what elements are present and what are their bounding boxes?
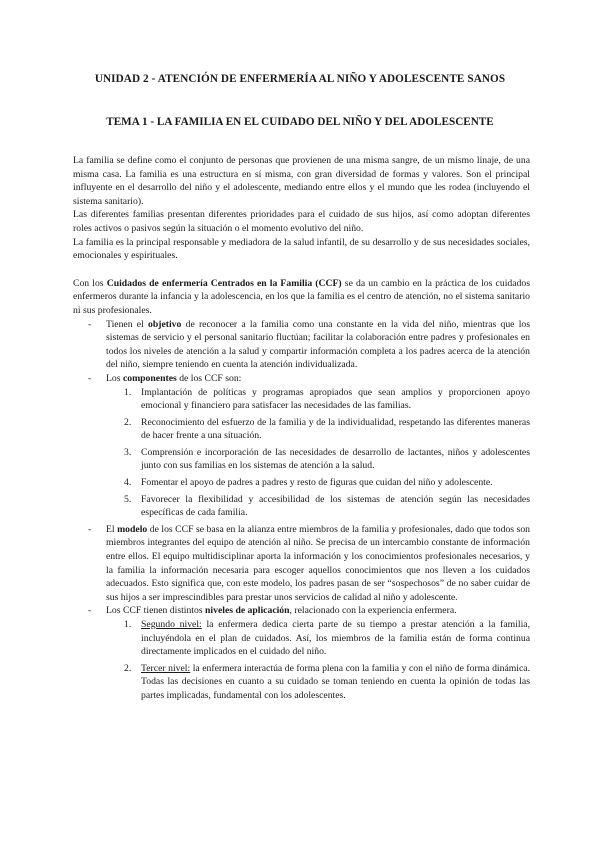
intro-paragraph-priorities: Las diferentes familias presentan diferentes prioridades para el cuidado de sus hijos, así como adoptan diferentes roles activos o pasivos según la situación o el momento evolutivo del niño. bbox=[73, 209, 530, 234]
nivel-2 bbox=[124, 662, 530, 703]
intro-paragraph-definition: La familia se define como el conjunto de personas que provienen de una misma sangre, de un mismo linaje, de una misma casa. La familia es una estructura en sí misma, con gran diversidad de formas y valores. Son el principal influyente en el desarrollo del niño y el adolescente, mediando entre ellos y el mundo que les rodea (incluyendo el sistema sanitario). bbox=[73, 155, 530, 207]
componente-3-number: 3. bbox=[124, 446, 132, 458]
componente-4-text: Fomentar el apoyo de padres a padres y resto de figuras que cuidan del niño y adolescente. bbox=[141, 477, 493, 489]
niveles-heading bbox=[106, 604, 530, 618]
modelo-before: El bbox=[106, 523, 118, 535]
componente-1-text: Implantación de políticas y programas apropiados que sean amplios y proporcionen apoyo emocional y financiero para satisfacer las necesidades de las familias. bbox=[141, 386, 530, 412]
ccf-intro-after: se da un cambio en la práctica de los cuidados enfermeros durante la infancia y la adolescencia, en los que la familia es el centro de atención, no el sistema sanitario ni sus profesionales. bbox=[73, 277, 530, 316]
componente-2 bbox=[124, 416, 530, 443]
paragraph-gap bbox=[73, 263, 530, 277]
componente-1-number: 1. bbox=[124, 386, 132, 398]
objetivo-term: objetivo bbox=[148, 318, 182, 330]
niveles-item bbox=[106, 604, 530, 702]
nivel-2-number: 2. bbox=[124, 662, 132, 674]
objetivo-before: Tienen el bbox=[106, 318, 148, 330]
niveles-after: , relacionado con la experiencia enfermera. bbox=[289, 605, 457, 617]
unit-title: UNIDAD 2 - ATENCIÓN DE ENFERMERÍA AL NIÑO Y ADOLESCENTE SANOS bbox=[94, 73, 506, 85]
niveles-before: Los CCF tienen distintos bbox=[106, 605, 206, 617]
objetivo-item bbox=[106, 318, 530, 372]
niveles-term: niveles de aplicación bbox=[205, 605, 290, 617]
componentes-before: Los bbox=[106, 372, 123, 384]
componente-3 bbox=[124, 446, 530, 473]
nivel-1-label: Segundo nivel: bbox=[141, 619, 202, 630]
modelo-term: modelo bbox=[117, 523, 148, 535]
componentes-after: de los CCF son: bbox=[176, 372, 242, 384]
componente-5 bbox=[124, 493, 530, 520]
ccf-intro-paragraph bbox=[73, 277, 530, 318]
componente-3-text: Comprensión e incorporación de las necesidades de desarrollo de lactantes, niños y adolescentes junto con sus familias en los sistemas de atención a la salud. bbox=[141, 446, 530, 472]
ccf-term: Cuidados de enfermería Centrados en la Familia (CCF) bbox=[106, 277, 342, 289]
intro-paragraph-responsibility: La familia es la principal responsable y mediadora de la salud infantil, de su desarrollo y de sus necesidades sociales, emocionales y espirituales. bbox=[73, 236, 530, 262]
componente-4 bbox=[124, 476, 530, 490]
objetivo-after: de reconocer a la familia como una constante en la vida del niño, mientras que los sistemas de servicio y el personal sanitario fluctúan; facilitar la colaboración entre padres y profesionales en todos los niveles de atención a la salud y compartir información completa a los padres acerca de la atención del niño, siempre teniendo en cuenta la atención individualizada. bbox=[106, 318, 531, 371]
componentes-list bbox=[106, 386, 530, 520]
modelo-after: de los CCF se basa en la alianza entre miembros de la familia y profesionales, dado que todos son miembros integrantes del equipo de atención al niño. Se precisa de un intercambio constante de información entre ellos. El equipo multidisciplinar aporta la información y los conocimientos profesionales necesarios, y la familia la información necesaria para escoger aquellos conocimientos que nos lleven a los cuidados adecuados. Esto significa que, con este modelo, los padres pasan de ser “sospechosos” de no saber cuidar de sus hijos a ser imprescindibles para prestar unos servicios de calidad al niño y adolescente. bbox=[106, 523, 531, 603]
componente-5-text: Favorecer la flexibilidad y accesibilidad de los sistemas de atención según las necesidades específicas de cada familia. bbox=[141, 493, 530, 519]
niveles-list bbox=[106, 618, 530, 703]
document-body bbox=[73, 154, 530, 706]
componente-1 bbox=[124, 386, 530, 413]
nivel-1 bbox=[124, 618, 530, 659]
componentes-heading bbox=[106, 372, 530, 386]
componente-4-number: 4. bbox=[124, 477, 132, 489]
componentes-item bbox=[106, 372, 530, 520]
topic-title: TEMA 1 - LA FAMILIA EN EL CUIDADO DEL NIÑO Y DEL ADOLESCENTE bbox=[106, 116, 494, 128]
componente-2-number: 2. bbox=[124, 416, 132, 428]
nivel-1-number: 1. bbox=[124, 619, 132, 630]
componentes-term: componentes bbox=[122, 372, 177, 384]
ccf-intro-before: Con los bbox=[73, 277, 107, 289]
componente-2-text: Reconocimiento del esfuerzo de la familia y de la individualidad, respetando las diferentes maneras de hacer frente a una situación. bbox=[141, 416, 530, 442]
nivel-1-text: la enfermera dedica cierta parte de su tiempo a prestar atención a la familia, incluyéndola en el plan de cuidados. Así, los miembros de la familia están de forma continua directamente implicados en el cuidado del niño. bbox=[141, 619, 530, 658]
ccf-dash-list bbox=[73, 318, 530, 703]
componente-5-number: 5. bbox=[124, 493, 132, 505]
nivel-2-text: la enfermera interactúa de forma plena con la familia y con el niño de forma dinámica. Todas las decisiones en cuanto a su cuidado se toman teniendo en cuenta la opinión de todas las partes implicadas, fundamental con los adolescentes. bbox=[141, 662, 530, 701]
nivel-2-label: Tercer nivel: bbox=[141, 662, 191, 674]
modelo-item bbox=[106, 523, 530, 605]
